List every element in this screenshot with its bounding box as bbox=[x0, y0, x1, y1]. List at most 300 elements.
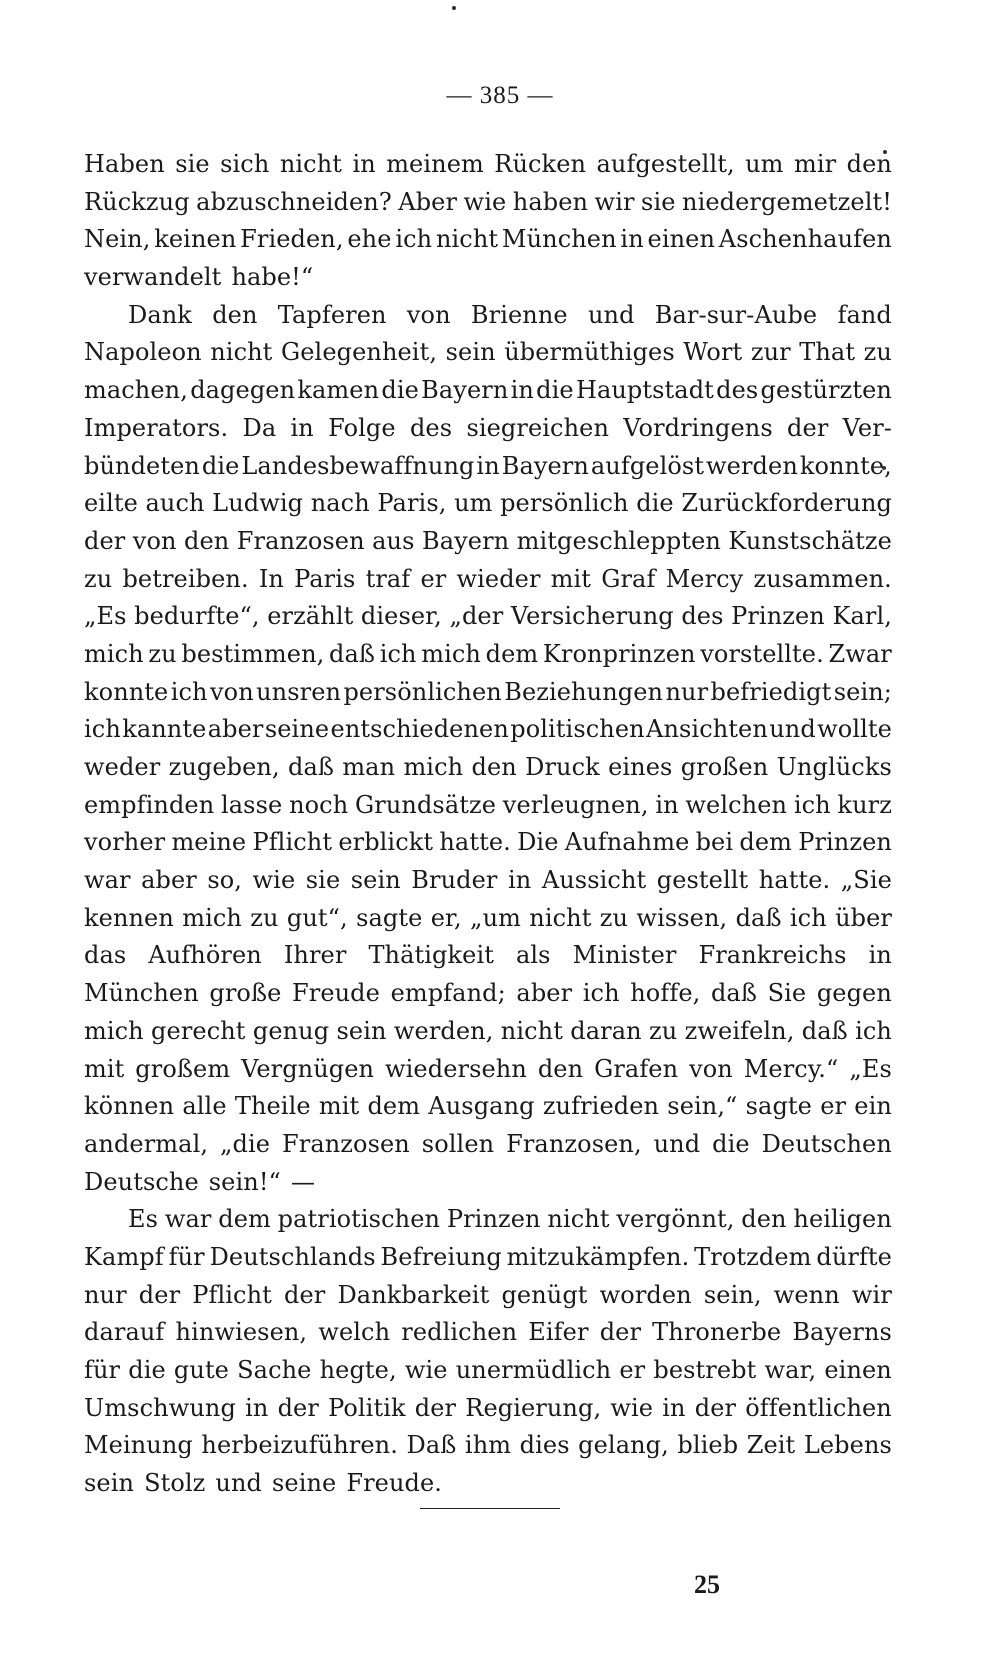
word: Regierung, bbox=[465, 1393, 602, 1422]
text-line bbox=[84, 900, 892, 938]
word: meine bbox=[171, 828, 247, 857]
word: gute bbox=[173, 1356, 229, 1384]
word: hatte. bbox=[439, 828, 511, 857]
word: Die bbox=[517, 828, 559, 857]
word: That bbox=[799, 338, 856, 367]
word: dem bbox=[367, 1092, 421, 1121]
word: seine bbox=[264, 715, 330, 744]
word: mich bbox=[84, 1016, 144, 1045]
word: mitgeschleppten bbox=[516, 526, 721, 555]
word: zufrieden bbox=[542, 1092, 660, 1121]
word: Ausgang bbox=[428, 1092, 535, 1121]
word: mir bbox=[793, 150, 837, 178]
word: sie bbox=[305, 866, 341, 895]
word: unermüdlich bbox=[455, 1356, 612, 1384]
word: noch bbox=[289, 790, 349, 819]
text-line bbox=[84, 975, 892, 1013]
text-line bbox=[84, 711, 892, 749]
word: auch bbox=[145, 489, 205, 518]
word: empfinden bbox=[84, 790, 215, 819]
word: können bbox=[84, 1092, 175, 1121]
word: Unglücks bbox=[776, 753, 892, 781]
word: bündeten bbox=[84, 451, 200, 480]
text-line bbox=[84, 297, 892, 335]
word: war bbox=[164, 1205, 212, 1234]
word: dagegen bbox=[190, 376, 296, 405]
word: Theile bbox=[234, 1092, 311, 1121]
word: zur bbox=[750, 338, 791, 367]
word: ich bbox=[855, 1016, 892, 1045]
word: gerecht bbox=[151, 1016, 246, 1045]
word: in bbox=[352, 150, 376, 178]
word: nicht bbox=[435, 225, 499, 254]
word: Zurückforderung bbox=[681, 489, 892, 518]
word: wiedersehn bbox=[385, 1054, 527, 1083]
word: mich bbox=[84, 639, 144, 668]
word: Prinzen bbox=[798, 828, 892, 857]
word: Pflicht bbox=[252, 828, 333, 857]
word: Napoleon bbox=[84, 338, 202, 367]
word: bei bbox=[695, 828, 734, 857]
word: nicht bbox=[210, 338, 273, 367]
word: daran bbox=[570, 1016, 642, 1045]
word: sein,“ bbox=[667, 1092, 738, 1121]
word: großen bbox=[680, 753, 769, 781]
word: hatte. bbox=[758, 866, 831, 895]
word: „Sie bbox=[840, 866, 892, 895]
word: dürfte bbox=[816, 1242, 892, 1271]
word: nur bbox=[665, 677, 709, 706]
word: wie bbox=[252, 866, 296, 895]
word: ich bbox=[395, 225, 433, 254]
word: wie bbox=[404, 1356, 448, 1384]
body-text bbox=[84, 146, 892, 1503]
word: wollte bbox=[817, 715, 892, 744]
word: Zeit bbox=[746, 1431, 796, 1460]
word: Haben bbox=[84, 150, 165, 178]
word: Thätigkeit bbox=[368, 941, 494, 970]
text-line bbox=[84, 1465, 892, 1503]
text-line bbox=[84, 1390, 892, 1428]
word: verleugnen, bbox=[502, 790, 649, 819]
word: war bbox=[84, 866, 131, 895]
word: wir bbox=[851, 1280, 892, 1309]
word: redlichen bbox=[401, 1318, 518, 1347]
word: Vordringens bbox=[623, 413, 773, 442]
word: Wort bbox=[683, 338, 743, 367]
word: und bbox=[587, 300, 635, 329]
word: aber bbox=[516, 979, 573, 1008]
text-line bbox=[84, 184, 892, 222]
text-line bbox=[84, 1314, 892, 1352]
word: persönlich bbox=[500, 489, 629, 518]
word: der bbox=[414, 1393, 457, 1422]
word: Paris, bbox=[377, 489, 447, 518]
word: sagte bbox=[356, 903, 423, 932]
word: Folge bbox=[328, 413, 396, 442]
word: Umschwung bbox=[84, 1393, 236, 1422]
word: die bbox=[536, 376, 574, 405]
word: für bbox=[168, 1242, 205, 1271]
text-line bbox=[84, 1126, 892, 1164]
word: Bayern bbox=[421, 526, 510, 555]
word: sein!“ bbox=[208, 1167, 281, 1196]
word: Brienne bbox=[470, 300, 568, 329]
word: Daß bbox=[406, 1431, 457, 1460]
word: bestimmen, bbox=[181, 639, 325, 668]
word: um bbox=[454, 489, 493, 518]
word: ich bbox=[379, 639, 417, 668]
word: abzuschneiden? bbox=[196, 187, 392, 216]
word: Mercy.“ bbox=[743, 1054, 839, 1083]
word: von bbox=[209, 677, 254, 706]
word: habe!“ bbox=[231, 263, 314, 292]
word: Pflicht bbox=[192, 1280, 272, 1309]
word: bestrebt bbox=[653, 1356, 757, 1384]
word: dem bbox=[218, 1205, 271, 1234]
word: der bbox=[284, 1280, 326, 1309]
word: gestellt bbox=[656, 866, 749, 895]
text-line bbox=[84, 598, 892, 636]
word: „Es bbox=[849, 1054, 892, 1083]
word: in bbox=[620, 225, 644, 254]
word: Grundsätze bbox=[355, 790, 497, 819]
word: mich bbox=[182, 903, 242, 932]
word: für bbox=[84, 1356, 121, 1384]
word: aufgestellt, bbox=[596, 150, 735, 178]
word: politischen bbox=[510, 715, 645, 744]
word: ihm bbox=[464, 1431, 512, 1460]
word: ein bbox=[854, 1092, 892, 1121]
word: „der bbox=[449, 602, 504, 631]
word: patriotischen bbox=[277, 1205, 441, 1234]
word: unsren bbox=[256, 677, 342, 706]
word: Ver- bbox=[842, 413, 892, 442]
word: herbeizuführen. bbox=[201, 1431, 398, 1460]
word: empfand; bbox=[390, 979, 506, 1008]
word: dies bbox=[519, 1431, 570, 1460]
word: daß bbox=[329, 639, 376, 668]
word: die bbox=[128, 1356, 166, 1384]
word: Prinzen bbox=[446, 1205, 541, 1234]
word: nicht bbox=[529, 903, 592, 932]
text-line bbox=[84, 410, 892, 448]
word: mich bbox=[403, 753, 464, 781]
word: einen bbox=[824, 1356, 892, 1384]
word: aus bbox=[372, 526, 415, 555]
text-line bbox=[84, 824, 892, 862]
word: Tapferen bbox=[277, 300, 387, 329]
word: und bbox=[769, 715, 816, 744]
word: eilte bbox=[84, 489, 138, 518]
word: Rückzug bbox=[84, 187, 190, 216]
word: in bbox=[245, 1393, 269, 1422]
word: konnte, bbox=[799, 451, 892, 480]
word: in bbox=[507, 866, 532, 895]
word: großem bbox=[135, 1054, 231, 1083]
text-line bbox=[84, 485, 892, 523]
word: die bbox=[636, 489, 674, 518]
word: Frieden, bbox=[240, 225, 344, 254]
word: daß bbox=[288, 753, 335, 781]
word: Meinung bbox=[84, 1431, 193, 1460]
word: man bbox=[342, 753, 396, 781]
word: vergönnt, bbox=[616, 1205, 735, 1234]
word: so, bbox=[207, 866, 243, 895]
word: zusammen. bbox=[753, 564, 892, 593]
word: vorher bbox=[84, 828, 166, 857]
word: eines bbox=[608, 753, 673, 781]
word: hinwiesen, bbox=[175, 1318, 308, 1347]
word: dieser, bbox=[360, 602, 442, 631]
word: betreiben. bbox=[122, 564, 249, 593]
word: erzählt bbox=[267, 602, 354, 631]
word: Thronerbe bbox=[652, 1318, 782, 1347]
word: Deutschen bbox=[761, 1129, 892, 1158]
word: die bbox=[201, 451, 240, 480]
word: nicht bbox=[547, 1205, 610, 1234]
word: sein bbox=[350, 866, 401, 895]
word: ehe bbox=[347, 225, 392, 254]
word: Landesbewaffnung bbox=[241, 451, 475, 480]
word: werden, bbox=[393, 1016, 494, 1045]
word: von bbox=[689, 1054, 733, 1083]
word: Freude. bbox=[346, 1469, 443, 1498]
word: ich bbox=[789, 903, 827, 932]
word: seine bbox=[272, 1469, 337, 1498]
word: mitzukämpfen. bbox=[506, 1242, 690, 1271]
text-line bbox=[84, 1051, 892, 1089]
word: hoffe, bbox=[630, 979, 701, 1008]
word: sie bbox=[175, 150, 210, 178]
word: in bbox=[510, 376, 534, 405]
word: dem bbox=[739, 828, 792, 857]
word: Bayern bbox=[501, 451, 589, 480]
word: gegen bbox=[816, 979, 892, 1008]
word: der bbox=[599, 1318, 642, 1347]
word: persönlichen bbox=[343, 677, 502, 706]
word: in bbox=[290, 413, 314, 442]
word: ich bbox=[582, 979, 620, 1008]
word: werden bbox=[706, 451, 798, 480]
word: den bbox=[741, 1205, 787, 1234]
text-line bbox=[84, 1013, 892, 1051]
word: des bbox=[681, 602, 724, 631]
word: Ludwig bbox=[212, 489, 304, 518]
word: den bbox=[846, 150, 892, 178]
word: „um bbox=[470, 903, 521, 932]
word: nach bbox=[310, 489, 370, 518]
word: einen bbox=[647, 225, 716, 254]
word: keinen bbox=[154, 225, 237, 254]
word: zu bbox=[84, 564, 113, 593]
word: der bbox=[84, 526, 126, 555]
word: Druck bbox=[525, 753, 600, 781]
word: über bbox=[835, 903, 892, 932]
word: sich bbox=[220, 150, 270, 178]
word: Es bbox=[128, 1205, 159, 1234]
word: Rücken bbox=[494, 150, 587, 178]
word: genug bbox=[252, 1016, 330, 1045]
word: München bbox=[84, 979, 199, 1008]
word: der bbox=[694, 1393, 737, 1422]
word: Bar-sur-Aube bbox=[654, 300, 818, 329]
text-line bbox=[84, 146, 892, 184]
word: ich bbox=[793, 790, 831, 819]
word: Minister bbox=[572, 941, 677, 970]
word: Kampf bbox=[84, 1242, 164, 1271]
word: gut“, bbox=[286, 903, 348, 932]
text-line bbox=[84, 1201, 892, 1239]
word: Beziehungen bbox=[504, 677, 664, 706]
word: der bbox=[787, 413, 829, 442]
word: darauf bbox=[84, 1318, 165, 1347]
word: blieb bbox=[677, 1431, 739, 1460]
word: machen, bbox=[84, 376, 188, 405]
word: Sache bbox=[237, 1356, 312, 1384]
word: Dank bbox=[128, 300, 192, 329]
word: Deutschlands bbox=[209, 1242, 376, 1271]
word: aber bbox=[141, 866, 197, 895]
word: worden bbox=[599, 1280, 692, 1309]
word: wenn bbox=[773, 1280, 840, 1309]
word: haben bbox=[512, 187, 589, 216]
word: nur bbox=[84, 1280, 127, 1309]
word: Dankbarkeit bbox=[337, 1280, 490, 1309]
word: kurz bbox=[837, 790, 892, 819]
word: Franzosen bbox=[236, 526, 365, 555]
word: der bbox=[277, 1393, 319, 1422]
word: Ihrer bbox=[283, 941, 347, 970]
word: Ansichten bbox=[646, 715, 768, 744]
word: Vergnügen bbox=[241, 1054, 375, 1083]
word: aber bbox=[207, 715, 264, 744]
text-line bbox=[84, 561, 892, 599]
word: und bbox=[215, 1469, 262, 1498]
word: sein, bbox=[703, 1280, 762, 1309]
word: befriedigt bbox=[710, 677, 832, 706]
word: Bayerns bbox=[792, 1318, 892, 1347]
word: gelang, bbox=[578, 1431, 669, 1460]
word: Stolz bbox=[144, 1469, 206, 1498]
word: hegte, bbox=[319, 1356, 397, 1384]
word: Bayern bbox=[421, 376, 509, 405]
word: sein bbox=[445, 338, 496, 367]
word: in bbox=[476, 451, 500, 480]
text-line bbox=[84, 1352, 892, 1390]
word: er bbox=[420, 564, 447, 593]
word: und bbox=[653, 1129, 701, 1158]
word: Versicherung bbox=[510, 602, 674, 631]
word: wissen, bbox=[636, 903, 728, 932]
text-line bbox=[84, 259, 892, 297]
word: — bbox=[290, 1167, 316, 1196]
word: welch bbox=[318, 1318, 391, 1347]
word: nicht bbox=[500, 1016, 563, 1045]
word: wieder bbox=[456, 564, 541, 593]
text-line bbox=[84, 1239, 892, 1277]
word: traf bbox=[365, 564, 411, 593]
word: zu bbox=[599, 903, 629, 932]
word: Grafen bbox=[594, 1054, 679, 1083]
word: zu bbox=[863, 338, 892, 367]
word: mich bbox=[421, 639, 481, 668]
word: die bbox=[381, 376, 419, 405]
word: die bbox=[712, 1129, 750, 1158]
word: den bbox=[184, 526, 230, 555]
word: verwandelt bbox=[84, 263, 222, 292]
word: daß bbox=[710, 979, 757, 1008]
word: sollen bbox=[421, 1129, 495, 1158]
word: Hauptstadt bbox=[575, 376, 714, 405]
word: fand bbox=[837, 300, 892, 329]
word: von bbox=[406, 300, 451, 329]
word: Bruder bbox=[411, 866, 498, 895]
word: ich bbox=[84, 715, 121, 744]
word: des bbox=[716, 376, 759, 405]
word: Aufhören bbox=[148, 941, 262, 970]
text-line bbox=[84, 334, 892, 372]
text-line bbox=[84, 372, 892, 410]
word: in bbox=[868, 941, 892, 970]
word: Gelegenheit, bbox=[280, 338, 438, 367]
word: Sie bbox=[767, 979, 807, 1008]
word: Freude bbox=[292, 979, 380, 1008]
word: Kunstschätze bbox=[728, 526, 892, 555]
word: Zwar bbox=[828, 639, 892, 668]
word: gestürzten bbox=[760, 376, 892, 405]
word: „Es bbox=[84, 602, 127, 631]
word: Lebens bbox=[803, 1431, 892, 1460]
word: Politik bbox=[328, 1393, 406, 1422]
word: weder bbox=[84, 753, 161, 781]
word: Mercy bbox=[665, 564, 744, 593]
word: zweifeln, bbox=[684, 1016, 795, 1045]
word: Deutsche bbox=[84, 1167, 199, 1196]
word: sein; bbox=[833, 677, 892, 706]
text-line bbox=[84, 1277, 892, 1315]
word: genügt bbox=[501, 1280, 588, 1309]
word: Aussicht bbox=[541, 866, 647, 895]
word: übermüthiges bbox=[504, 338, 675, 367]
word: wir bbox=[594, 187, 635, 216]
word: er, bbox=[430, 903, 462, 932]
word: daß bbox=[801, 1016, 848, 1045]
word: bedurfte“, bbox=[134, 602, 260, 631]
word: Prinzen bbox=[731, 602, 825, 631]
word: heiligen bbox=[793, 1205, 892, 1234]
page-header: — 385 — bbox=[446, 82, 554, 109]
word: andermal, bbox=[84, 1129, 209, 1158]
word: wie bbox=[463, 187, 507, 216]
word: konnte bbox=[84, 677, 169, 706]
footer-rule bbox=[420, 1508, 560, 1509]
word: um bbox=[745, 150, 784, 178]
word: Da bbox=[242, 413, 277, 442]
word: Befreiung bbox=[380, 1242, 502, 1271]
word: lasse bbox=[221, 790, 283, 819]
word: der bbox=[138, 1280, 181, 1309]
word: Franzosen, bbox=[506, 1129, 642, 1158]
word: Aber bbox=[398, 187, 458, 216]
text-line bbox=[84, 221, 892, 259]
word: Graf bbox=[601, 564, 656, 593]
text-line bbox=[84, 1164, 892, 1202]
text-line bbox=[84, 862, 892, 900]
word: ich bbox=[170, 677, 208, 706]
word: alle bbox=[182, 1092, 227, 1121]
print-speck bbox=[452, 6, 456, 10]
